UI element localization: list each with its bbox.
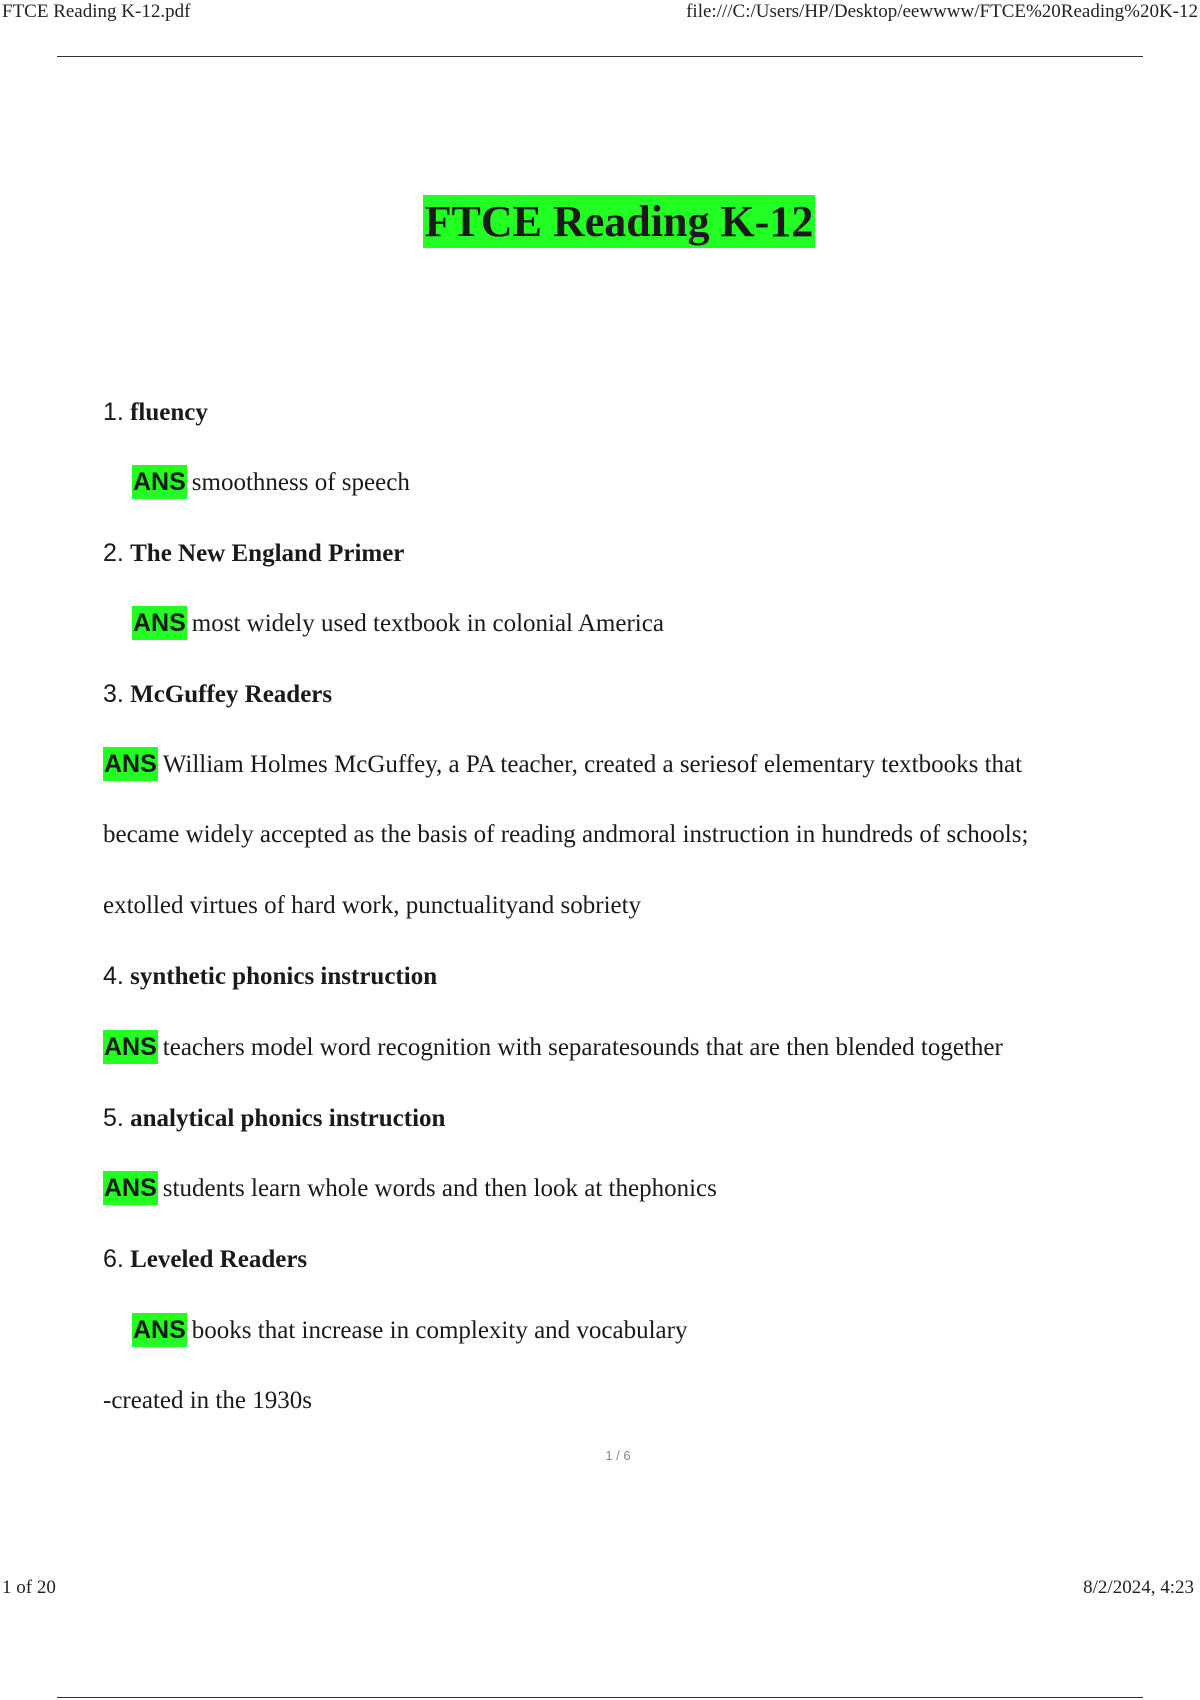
file-url: file:///C:/Users/HP/Desktop/eewwww/FTCE%20Reading%20K-12 bbox=[686, 1, 1198, 22]
answer-1 bbox=[132, 468, 410, 497]
question-term: fluency bbox=[130, 399, 208, 426]
question-term: McGuffey Readers bbox=[130, 681, 333, 708]
question-item-1 bbox=[103, 398, 208, 427]
answer-3 bbox=[103, 750, 1022, 779]
question-term: Leveled Readers bbox=[130, 1246, 308, 1273]
ans-label: ANS bbox=[132, 1313, 187, 1347]
ans-label: ANS bbox=[103, 1030, 158, 1064]
ans-label: ANS bbox=[132, 465, 187, 499]
print-timestamp: 8/2/2024, 4:23 bbox=[1083, 1577, 1194, 1598]
print-header bbox=[0, 0, 1200, 30]
answer-text: William Holmes McGuffey, a PA teacher, created a seriesof elementary textbooks that bbox=[162, 751, 1023, 778]
answer-3-continuation-1: became widely accepted as the basis of reading andmoral instruction in hundreds of schools; bbox=[103, 821, 1029, 848]
page-count: 1 of 20 bbox=[2, 1577, 56, 1598]
question-item-4 bbox=[103, 962, 437, 991]
answer-6-continuation-1: -created in the 1930s bbox=[103, 1387, 312, 1414]
answer-text: books that increase in complexity and vocabulary bbox=[191, 1317, 688, 1344]
file-title: FTCE Reading K-12.pdf bbox=[2, 1, 191, 22]
ans-label: ANS bbox=[103, 747, 158, 781]
ans-label: ANS bbox=[132, 606, 187, 640]
question-number: 1. bbox=[103, 398, 124, 426]
question-term: The New England Primer bbox=[130, 540, 405, 567]
question-term: synthetic phonics instruction bbox=[130, 963, 438, 990]
question-number: 2. bbox=[103, 539, 124, 567]
answer-text: most widely used textbook in colonial America bbox=[191, 610, 664, 637]
question-number: 5. bbox=[103, 1104, 124, 1132]
question-item-5 bbox=[103, 1104, 445, 1133]
answer-text: smoothness of speech bbox=[191, 469, 410, 496]
page-indicator: 1 / 6 bbox=[605, 1448, 631, 1463]
question-term: analytical phonics instruction bbox=[130, 1105, 446, 1132]
question-number: 4. bbox=[103, 962, 124, 990]
answer-4 bbox=[103, 1033, 1003, 1062]
question-item-2 bbox=[103, 539, 404, 568]
answer-2 bbox=[132, 609, 664, 638]
footer-divider bbox=[57, 1697, 1143, 1698]
question-item-6 bbox=[103, 1245, 307, 1274]
answer-6 bbox=[132, 1316, 687, 1345]
answer-text: students learn whole words and then look at thephonics bbox=[162, 1175, 717, 1202]
answer-text: teachers model word recognition with separatesounds that are then blended together bbox=[162, 1034, 1003, 1061]
question-number: 6. bbox=[103, 1245, 124, 1273]
question-item-3 bbox=[103, 680, 332, 709]
header-divider bbox=[57, 56, 1143, 57]
document-title bbox=[0, 196, 1200, 247]
answer-5 bbox=[103, 1174, 717, 1203]
document-title-text: FTCE Reading K-12 bbox=[424, 197, 814, 246]
question-number: 3. bbox=[103, 680, 124, 708]
answer-3-continuation-2: extolled virtues of hard work, punctualityand sobriety bbox=[103, 892, 642, 919]
ans-label: ANS bbox=[103, 1171, 158, 1205]
